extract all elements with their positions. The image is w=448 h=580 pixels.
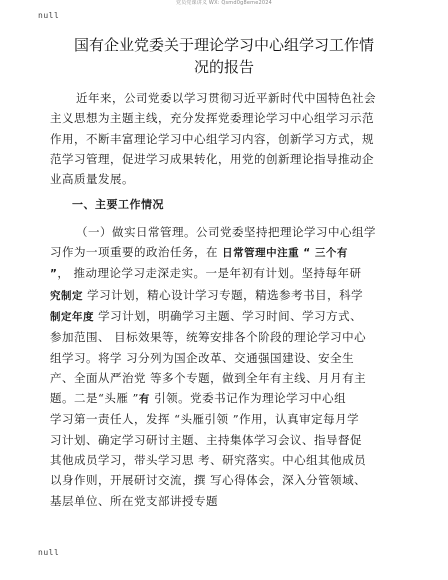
- section-heading: 一、主要工作情况: [72, 198, 164, 212]
- document-body: [50, 88, 404, 511]
- document-title: [54, 34, 394, 78]
- text-run: 题。二是“头雁 ”: [50, 391, 139, 406]
- paragraph-line: 其他成员学习，带头学习思 考、研究落实。中心组其他成员: [50, 453, 367, 468]
- paragraph-line: 产、全面从严治党 等多个专题，做到全年有主线、月月有主: [50, 370, 367, 385]
- paragraph-line: [50, 306, 404, 327]
- bold-run: 究制定: [50, 289, 83, 302]
- header-watermark: 党员党课讲义 WX: Qsmd0g8eme2024: [175, 0, 273, 6]
- title-line-1: 国有企业党委关于理论学习中心组学习工作情: [73, 36, 374, 54]
- paragraph-line: [50, 263, 404, 284]
- text-run: ， 推动理论学习走深走实。一是年初有计划。坚持每年研: [57, 266, 362, 281]
- bold-run: 有: [138, 393, 150, 406]
- bold-run: 制定年度: [50, 310, 94, 323]
- text-run: 引领。党委书记作为理论学习中心组: [149, 391, 347, 406]
- intro-line: 主义思想为主题主线，充分发挥党委理论学习中心组学习示范: [50, 111, 374, 126]
- intro-line: 范学习管理，促进学习成果转化，用党的创新理论指导推动企: [50, 151, 374, 166]
- paragraph-line: 学习第一责任人，发挥 “头雁引领 ”作用，认真审定每月学: [50, 412, 360, 427]
- intro-line: 业高质量发展。: [50, 172, 134, 187]
- text-run: 习作为一项重要的政治任务，在: [50, 245, 223, 260]
- paragraph-line: [50, 388, 404, 409]
- paragraph-line: 习计划、确定学习研讨主题、主持集体学习会议、指导督促: [50, 432, 362, 447]
- paragraph-line: 组学习。将学 习分列为国企改革、交通强国建设、安全生: [50, 350, 355, 365]
- intro-line: 作用，不断丰富理论学习中心组学习内容，创新学习方式，规: [50, 131, 374, 146]
- text-run: 学习计划，精心设计学习专题，精选参考书目，科学: [83, 287, 364, 302]
- intro-line: 近年来，公司党委以学习贯彻习近平新时代中国特色社会: [76, 91, 376, 105]
- paragraph-line: （一）做实日常管理。公司党委坚持把理论学习中心组学: [76, 224, 376, 239]
- paragraph-line: 参加范围、 目标效果等，统筹安排各个阶段的理论学习中心: [50, 330, 367, 345]
- paragraph-line: 基层单位、所在党支部讲授专题: [50, 493, 218, 508]
- top-null-mark: null: [38, 11, 60, 20]
- title-line-2: 况的报告: [193, 58, 254, 76]
- bottom-null-mark: null: [38, 548, 60, 557]
- paragraph-line: [50, 285, 404, 306]
- bold-run: 日常管理中注重 “ 三个有: [222, 247, 348, 260]
- bold-run: ”: [50, 268, 58, 281]
- paragraph-line: [50, 242, 404, 263]
- text-run: 学习计划，明确学习主题、学习时间、学习方式、: [94, 308, 363, 323]
- paragraph-line: 以身作则，开展研讨交流，撰 写心得体会，深入分管领域、: [50, 473, 367, 488]
